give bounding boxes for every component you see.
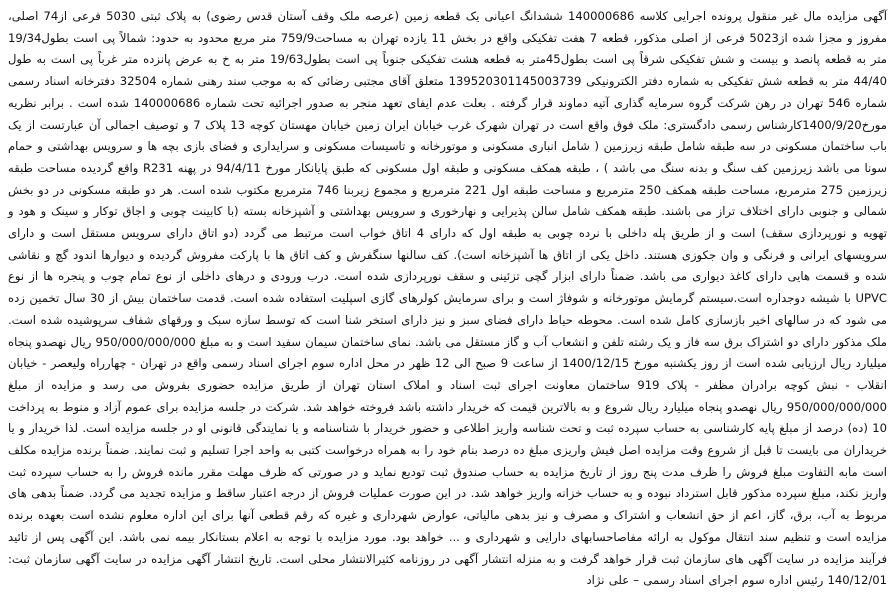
auction-notice-text: آگهی مزایده مال غیر منقول پرونده اجرایی کلاسه 140000686 ششدانگ اعیانی یک قطعه زمین (عرصه ملک وقف آستان قدس رضوی) به پلاک ثبتی 5030 فرعی از74 اصلی، مفروز و مجزا شده از5023 فرعی از اصلی مذکور، قطعه 7 هفت تفکیکی واقع در بخش 11 یازده تهران به مساحت759/9 متر مربع محدود به حدود: شمالاً پی است بطول19/34 متر به قطعه پانصد و بیست و شش تفکیکی شرقاً پی است بطول45متر به قطعه هشت تفکیکی جنوباً پی است بطول19/63 متر به خ به عرض پانزده متر غرباً پی است به طول 44/40 متر به قطعه شش تفکیکی به شماره دفتر الکترونیکی 139520301145003739 متعلق آقای مجتبی رضائی که به موجب سند رهنی شماره 32504 دفترخانه اسناد رسمی شماره 546 تهران در رهن شرکت گروه سرمایه گذاری آتیه دماوند قرار گرفته . بعلت عدم ایفای تعهد منجر به صدور اجرائیه تحت شماره 140000686 شده است . برابر نظریه مورخ1400/9/20کارشناس رسمی دادگستری: ملک فوق واقع است در تهران شهرک غرب خیابان ایران زمین خیابان مهستان کوچه 13 پلاک 7 و توصیف اجمالی آن عبارتست از یک باب ساختمان مسکونی در سه طبقه شامل طبقه زیرزمین ( شامل انباری مسکونی و موتورخانه و تاسیسات مسکونی و سرایداری و فضای بازی بچه ها و سرویس بهداشتی و حمام سونا می باشد زیرزمین کف سنگ و بدنه سنگ می باشد ) ، طبقه همکف مسکونی و طبقه اول مسکونی که طبق پایانکار مورخ 94/4/11 در پهنه R231 واقع گردیده مساحت طبقه زیرزمین 275 مترمربع، مساحت طبقه همکف 250 مترمربع و مساحت طبقه اول 221 مترمربع و مجموع زیربنا 746 مترمربع مکتوب شده است. هر دو طبقه مسکونی در دو بخش شمالی و جنوبی دارای اختلاف تراز می باشند. طبقه همکف شامل سالن پذیرایی و نهارخوری و سرویس بهداشتی و آشپزخانه بسته (با کابینت چوبی و اجاق توکار و سینک و هود و تهویه و نورپردازی سقف) است و از طریق پله داخلی با نرده چوبی به طبقه اول که دارای 4 اتاق خواب است مرتبط می گردد (دو اتاق دارای سرویس مستقل است و دارای سرویسهای ایرانی و فرنگی و وان جکوزی هستند. داخل یکی از اتاق ها آشپزخانه است). کف سالنها سنگفرش و کف اتاق ها با پارکت مفروش گردیده و دیوارها اندود گچ و نقاشی شده و قسمت هایی دارای کاغذ دیواری می باشد. ضمناً دارای ابزار گچی تزئینی و سقف نورپردازی شده است. درب ورودی و درهای داخلی از نوع تمام چوب و پنجره ها از نوع UPVC با شیشه دوجداره است.سیستم گرمایش موتورخانه و شوفاژ است و برای سرمایش کولرهای گازی اسپلیت استفاده شده است. قدمت ساختمان بیش از 30 سال تخمین زده می شود که در سالهای اخیر بازسازی کامل شده است. محوطه حیاط دارای فضای سبز و نیز دارای استخر شنا است که توسط سازه سبک و ورقهای شفاف سرپوشیده شده است. ملک مذکور دارای دو اشتراک برق سه فاز و یک رشته تلفن و انشعاب آب و گاز مستقل می باشد. نمای ساختمان سیمان سفید است و به مبلغ 950/000/000/000 ریال نهصدو پنجاه میلیارد ریال ارزیابی شده است از روز یکشنبه مورخ 1400/12/15 از ساعت 9 صبح الی 12 ظهر در محل اداره سوم اجرای اسناد رسمی واقع در تهران - چهارراه ولیعصر - خیابان انقلاب - نبش کوچه برادران مظفر - پلاک 919 ساختمان معاونت اجرای ثبت اسناد و املاک استان تهران از طریق مزایده حضوری بفروش می رسد و مزایده از مبلغ 950/000/000/000 ریال نهصدو پنجاه میلیارد ریال شروع و به بالاترین قیمت که خریدار داشته باشد فروخته خواهد شد. شرکت در جلسه مزایده برای عموم آزاد و منوط به پرداخت 10 (ده) درصد از مبلغ پایه کارشناسی به حساب سپرده ثبت و تحت شناسه واریز اطلاعی و حضور خریدار با شناسنامه و یا نمایندگی قانونی او در جلسه مزایده است. لذا خریدار و یا خریداران می بایست تا قبل از شروع وقت مزایده اصل فیش واریزی مبلغ ده درصد بنام خود را به همراه درخواست کتبی به واحد اجرا تسلیم و ثبت نمایند. ضمناً برنده مزایده مکلف است مابه التفاوت مبلغ فروش را ظرف مدت پنج روز از تاریخ مزایده به حساب صندوق ثبت تودیع نماید و در صورتی که ظرف مهلت مقرر مانده فروش را به حساب سپرده ثبت واریز نکند، مبلغ سپرده مذکور قابل استرداد نبوده و به حساب خزانه واریز خواهد شد. در این صورت عملیات فروش از درجه اعتبار ساقط و مزایده تجدید می گردد. ضمناً بدهی های مربوط به آب، برق، گاز، اعم از حق انشعاب و اشتراک و مصرف و نیز بدهی مالیاتی، عوارض شهرداری و غیره که رقم قطعی آنها برای این اداره معلوم نشده است بعهده برنده مزایده است و تنظیم سند انتقال موکول به ارائه مفاصاحسابهای دارایی و شهرداری و ... خواهد بود. مورد مزایده با توجه به اعلام بستانکار بیمه نمی باشد. این آگهی پس از تائید فرآیند مزایده در سایت آگهی های سازمان ثبت قرار خواهد گرفت و به منزله انتشار آگهی در روزنامه کثیرالانتشار محلی است. تاریخ انتشار آگهی مزایده در سایت آگهی سازمان ثبت: 140/12/01 رئیس اداره سوم اجرای اسناد رسمی – علی نژاد: [8, 9, 888, 588]
